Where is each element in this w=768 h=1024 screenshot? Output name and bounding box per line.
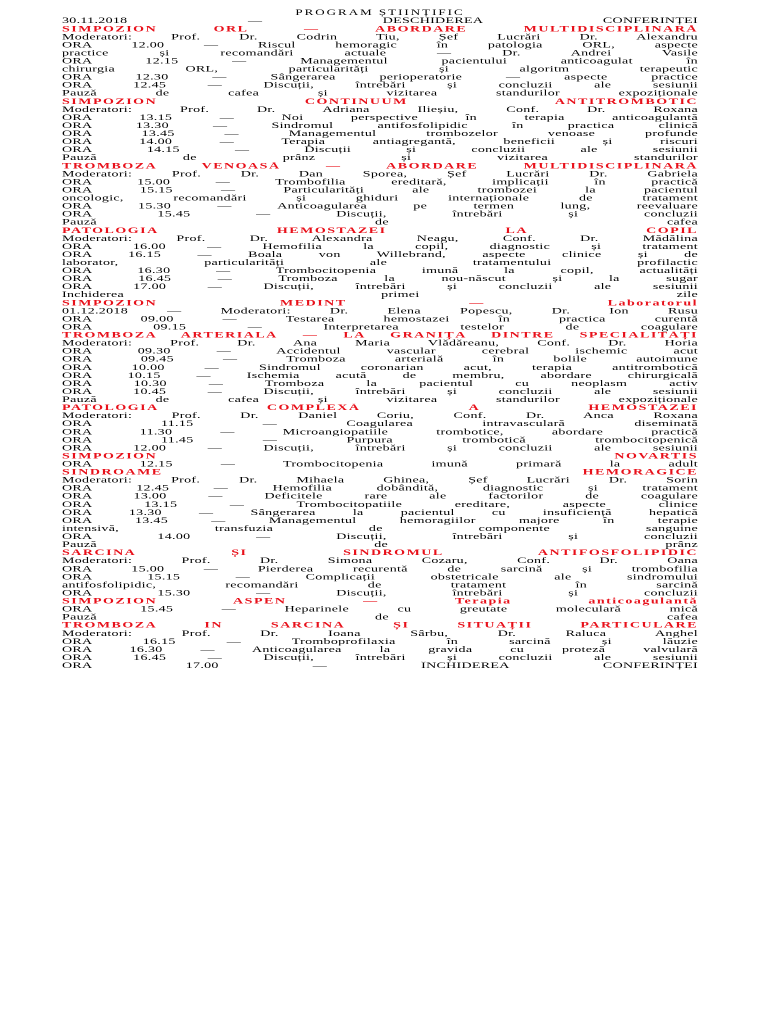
- program-line: Moderatori: Prof. Dr. Ioana Sârbu, Dr. Raluca Anghel: [62, 629, 698, 638]
- program-line: Moderatori: Prof. Dr. Ana Maria Vlădăreanu, Conf. Dr. Horia: [62, 339, 698, 348]
- program-line: antifosfolipidic, recomandări de tratament în sarcină: [62, 581, 698, 590]
- program-line: ORA 16.45 — Tromboza la nou-născut și la sugar: [62, 274, 698, 283]
- date-line: 30.11.2018 — DESCHIDEREA CONFERINȚEI: [62, 17, 698, 26]
- program-line: ORA 10.30 — Tromboza la pacientul cu neoplasm activ: [62, 379, 698, 388]
- program-line: ORA 15.00 — Pierderea recurentă de sarcină și trombofilia: [62, 565, 698, 574]
- program-line: Pauză de cafea și vizitarea standurilor expoziționale: [62, 395, 698, 404]
- program-line: ORA 16.15 — Boala von Willebrand, aspecte clinice și de: [62, 250, 698, 259]
- program-line: ORA 11.45 — Purpura trombotică trombocitopenică: [62, 436, 698, 445]
- program-line: intensivă, transfuzia de componente sanguine: [62, 524, 698, 533]
- program-line: ORA 09.45 — Tromboza arterială în bolile autoimune: [62, 355, 698, 364]
- program-line: Moderatori: Prof. Dr. Adriana Ilieșiu, Conf. Dr. Roxana: [62, 105, 698, 114]
- program-line: ORA 16.30 — Trombocitopenia imună la copil, actualități: [62, 266, 698, 275]
- session-heading: SIMPOZION ORL — ABORDARE MULTIDISCIPLINARĂ: [62, 25, 698, 34]
- program-line: Pauză de prânz: [62, 540, 698, 549]
- program-line: ORA 13.45 — Managementul hemoragiilor majore în terapie: [62, 516, 698, 525]
- program-line: Moderatori: Prof. Dr. Codrin Tiu, Șef Lucrări Dr. Alexandru: [62, 33, 698, 42]
- program-line: oncologic, recomandări și ghiduri internaționale de tratament: [62, 194, 698, 203]
- program-line: ORA 15.30 — Discuții, întrebări și concluzii: [62, 589, 698, 598]
- program-line: ORA 13.15 — Noi perspective în terapia anticoagulantă: [62, 113, 698, 122]
- program-line: ORA 17.00 — ÎNCHIDEREA CONFERINȚEI: [62, 661, 698, 670]
- session-heading: SIMPOZION MEDINT — Laboratorul: [62, 299, 698, 308]
- session-heading: TROMBOZA ÎN SARCINĂ ȘI SITUAȚII PARTICULARE: [62, 621, 698, 630]
- session-heading: SARCINA ȘI SINDROMUL ANTIFOSFOLIPIDIC: [62, 548, 698, 558]
- program-line: ORA 10.00 — Sindromul coronarian acut, terapia antitrombotică: [62, 363, 698, 372]
- program-line: ORA 12.45 — Discuții, întrebări și concluzii ale sesiunii: [62, 81, 698, 90]
- program-line: ORA 15.15 — Complicații obstetricale ale sindromului: [62, 573, 698, 582]
- program-line: ORA 09.30 — Accidentul vascular cerebral ischemic acut: [62, 347, 698, 356]
- program-line: ORA 13.00 — Deficitele rare ale factorilor de coagulare: [62, 492, 698, 501]
- session-heading: TROMBOZA VENOASĂ — ABORDARE MULTIDISCIPLINARĂ: [62, 162, 698, 171]
- session-heading: SINDROAME HEMORAGICE: [62, 468, 698, 477]
- program-line: ORA 16.45 — Discuții, întrebări și concluzii ale sesiunii: [62, 653, 698, 662]
- session-heading: PATOLOGIA COMPLEXĂ A HEMOSTAZEI: [62, 403, 698, 412]
- program-line: ORA 12.00 — Discuții, întrebări și concluzii ale sesiunii: [62, 444, 698, 453]
- session-heading: TROMBOZA ARTERIALĂ — LA GRANIȚA DINTRE SPECIALITĂȚI: [62, 331, 698, 340]
- program-line: ORA 14.00 — Discuții, întrebări și concluzii: [62, 532, 698, 541]
- program-line: ORA 14.15 — Discuții și concluzii ale sesiunii: [62, 145, 698, 155]
- program-line: ORA 09.00 — Testarea hemostazei în practica curentă: [62, 315, 698, 324]
- program-line: chirurgia ORL, particularități și algoritm terapeutic: [62, 65, 698, 74]
- program-line: laborator, particularități ale tratamentului profilactic: [62, 258, 698, 267]
- program-line: ORA 16.15 — Tromboprofilaxia în sarcină și lăuzie: [62, 637, 698, 646]
- program-line: Pauză de cafea: [62, 218, 698, 227]
- program-line: ORA 17.00 — Discuții, întrebări și concluzii ale sesiunii: [62, 282, 698, 292]
- program-line: ORA 15.45 — Heparinele cu greutate moleculară mică: [62, 605, 698, 614]
- program-line: ORA 10.15 — Ischemia acută de membru, abordare chirurgicală: [62, 371, 698, 380]
- program-line: ORA 12.00 — Riscul hemoragic în patologia ORL, aspecte: [62, 41, 698, 50]
- session-heading: PATOLOGIA HEMOSTAZEI LA COPIL: [62, 226, 698, 235]
- program-line: ORA 12.15 — Managementul pacientului anticoagulat în: [62, 57, 698, 66]
- program-line: ORA 12.45 — Hemofilia dobândită, diagnostic și tratament: [62, 484, 698, 493]
- program-line: Moderatori: Prof. Dr. Mihaela Ghinea, Șef Lucrări Dr. Sorin: [62, 476, 698, 485]
- program-line: 01.12.2018 — Moderatori: Dr. Elena Popescu, Dr. Ion Rusu: [62, 307, 698, 316]
- program-line: ORA 13.30 — Sindromul antifosfolipidic în practica clinică: [62, 121, 698, 130]
- program-line: ORA 12.30 — Sângerarea perioperatorie — aspecte practice: [62, 73, 698, 82]
- program-line: ORA 16.30 — Anticoagularea la gravida cu proteză valvulară: [62, 645, 698, 654]
- program-line: ORA 14.00 — Terapia antiagregantă, beneficii și riscuri: [62, 137, 698, 146]
- program-line: Pauză de cafea: [62, 613, 698, 622]
- program-line: ORA 09.15 — Interpretarea testelor de coagulare: [62, 323, 698, 332]
- program-line: ORA 15.15 — Particularități ale trombozei la pacientul: [62, 186, 698, 195]
- session-heading: SIMPOZION NOVARTIS: [62, 452, 698, 461]
- program-sections: [62, 17, 698, 670]
- program-line: Moderatori: Prof. Dr. Dan Sporea, Șef Lucrări Dr. Gabriela: [62, 170, 698, 179]
- program-line: Pauză de cafea și vizitarea standurilor expoziționale: [62, 89, 698, 98]
- program-line: Moderatori: Prof. Dr. Simona Cozaru, Conf. Dr. Oana: [62, 557, 698, 566]
- program-line: Închiderea primei zile: [62, 291, 698, 300]
- program-line: ORA 13.45 — Managementul trombozelor venoase profunde: [62, 129, 698, 138]
- program-line: ORA 15.30 — Anticoagularea pe termen lung, reevaluare: [62, 202, 698, 211]
- program-line: Pauză de prânz și vizitarea standurilor: [62, 154, 698, 163]
- program-line: ORA 15.45 — Discuții, întrebări și concluzii: [62, 210, 698, 219]
- program-line: ORA 11.15 — Coagularea intravasculară diseminată: [62, 420, 698, 429]
- program-line: practice și recomandări actuale — Dr. Andrei Vasile: [62, 49, 698, 58]
- program-line: ORA 12.15 — Trombocitopenia imună primară la adult: [62, 460, 698, 469]
- program-line: ORA 16.00 — Hemofilia la copil, diagnostic și tratament: [62, 242, 698, 251]
- program-line: ORA 10.45 — Discuții, întrebări și concluzii ale sesiunii: [62, 387, 698, 396]
- program-line: ORA 11.30 — Microangiopatiile trombotice, abordare practică: [62, 428, 698, 437]
- program-line: Moderatori: Prof. Dr. Alexandra Neagu, Conf. Dr. Mădălina: [62, 234, 698, 243]
- document-page: [62, 8, 698, 1018]
- page-title: PROGRAM ȘTIINȚIFIC: [295, 8, 465, 17]
- program-line: ORA 13.15 — Trombocitopatiile ereditare, aspecte clinice: [62, 500, 698, 509]
- program-line: ORA 13.30 — Sângerarea la pacientul cu insuficiență hepatică: [62, 508, 698, 517]
- session-heading: SIMPOZION ASPEN — Terapia anticoagulantă: [62, 597, 698, 606]
- program-line: ORA 15.00 — Trombofilia ereditară, implicații în practică: [62, 178, 698, 187]
- program-line: Moderatori: Prof. Dr. Daniel Coriu, Conf. Dr. Anca Roxana: [62, 411, 698, 420]
- session-heading: SIMPOZION CONTINUUM ANTITROMBOTIC: [62, 97, 698, 106]
